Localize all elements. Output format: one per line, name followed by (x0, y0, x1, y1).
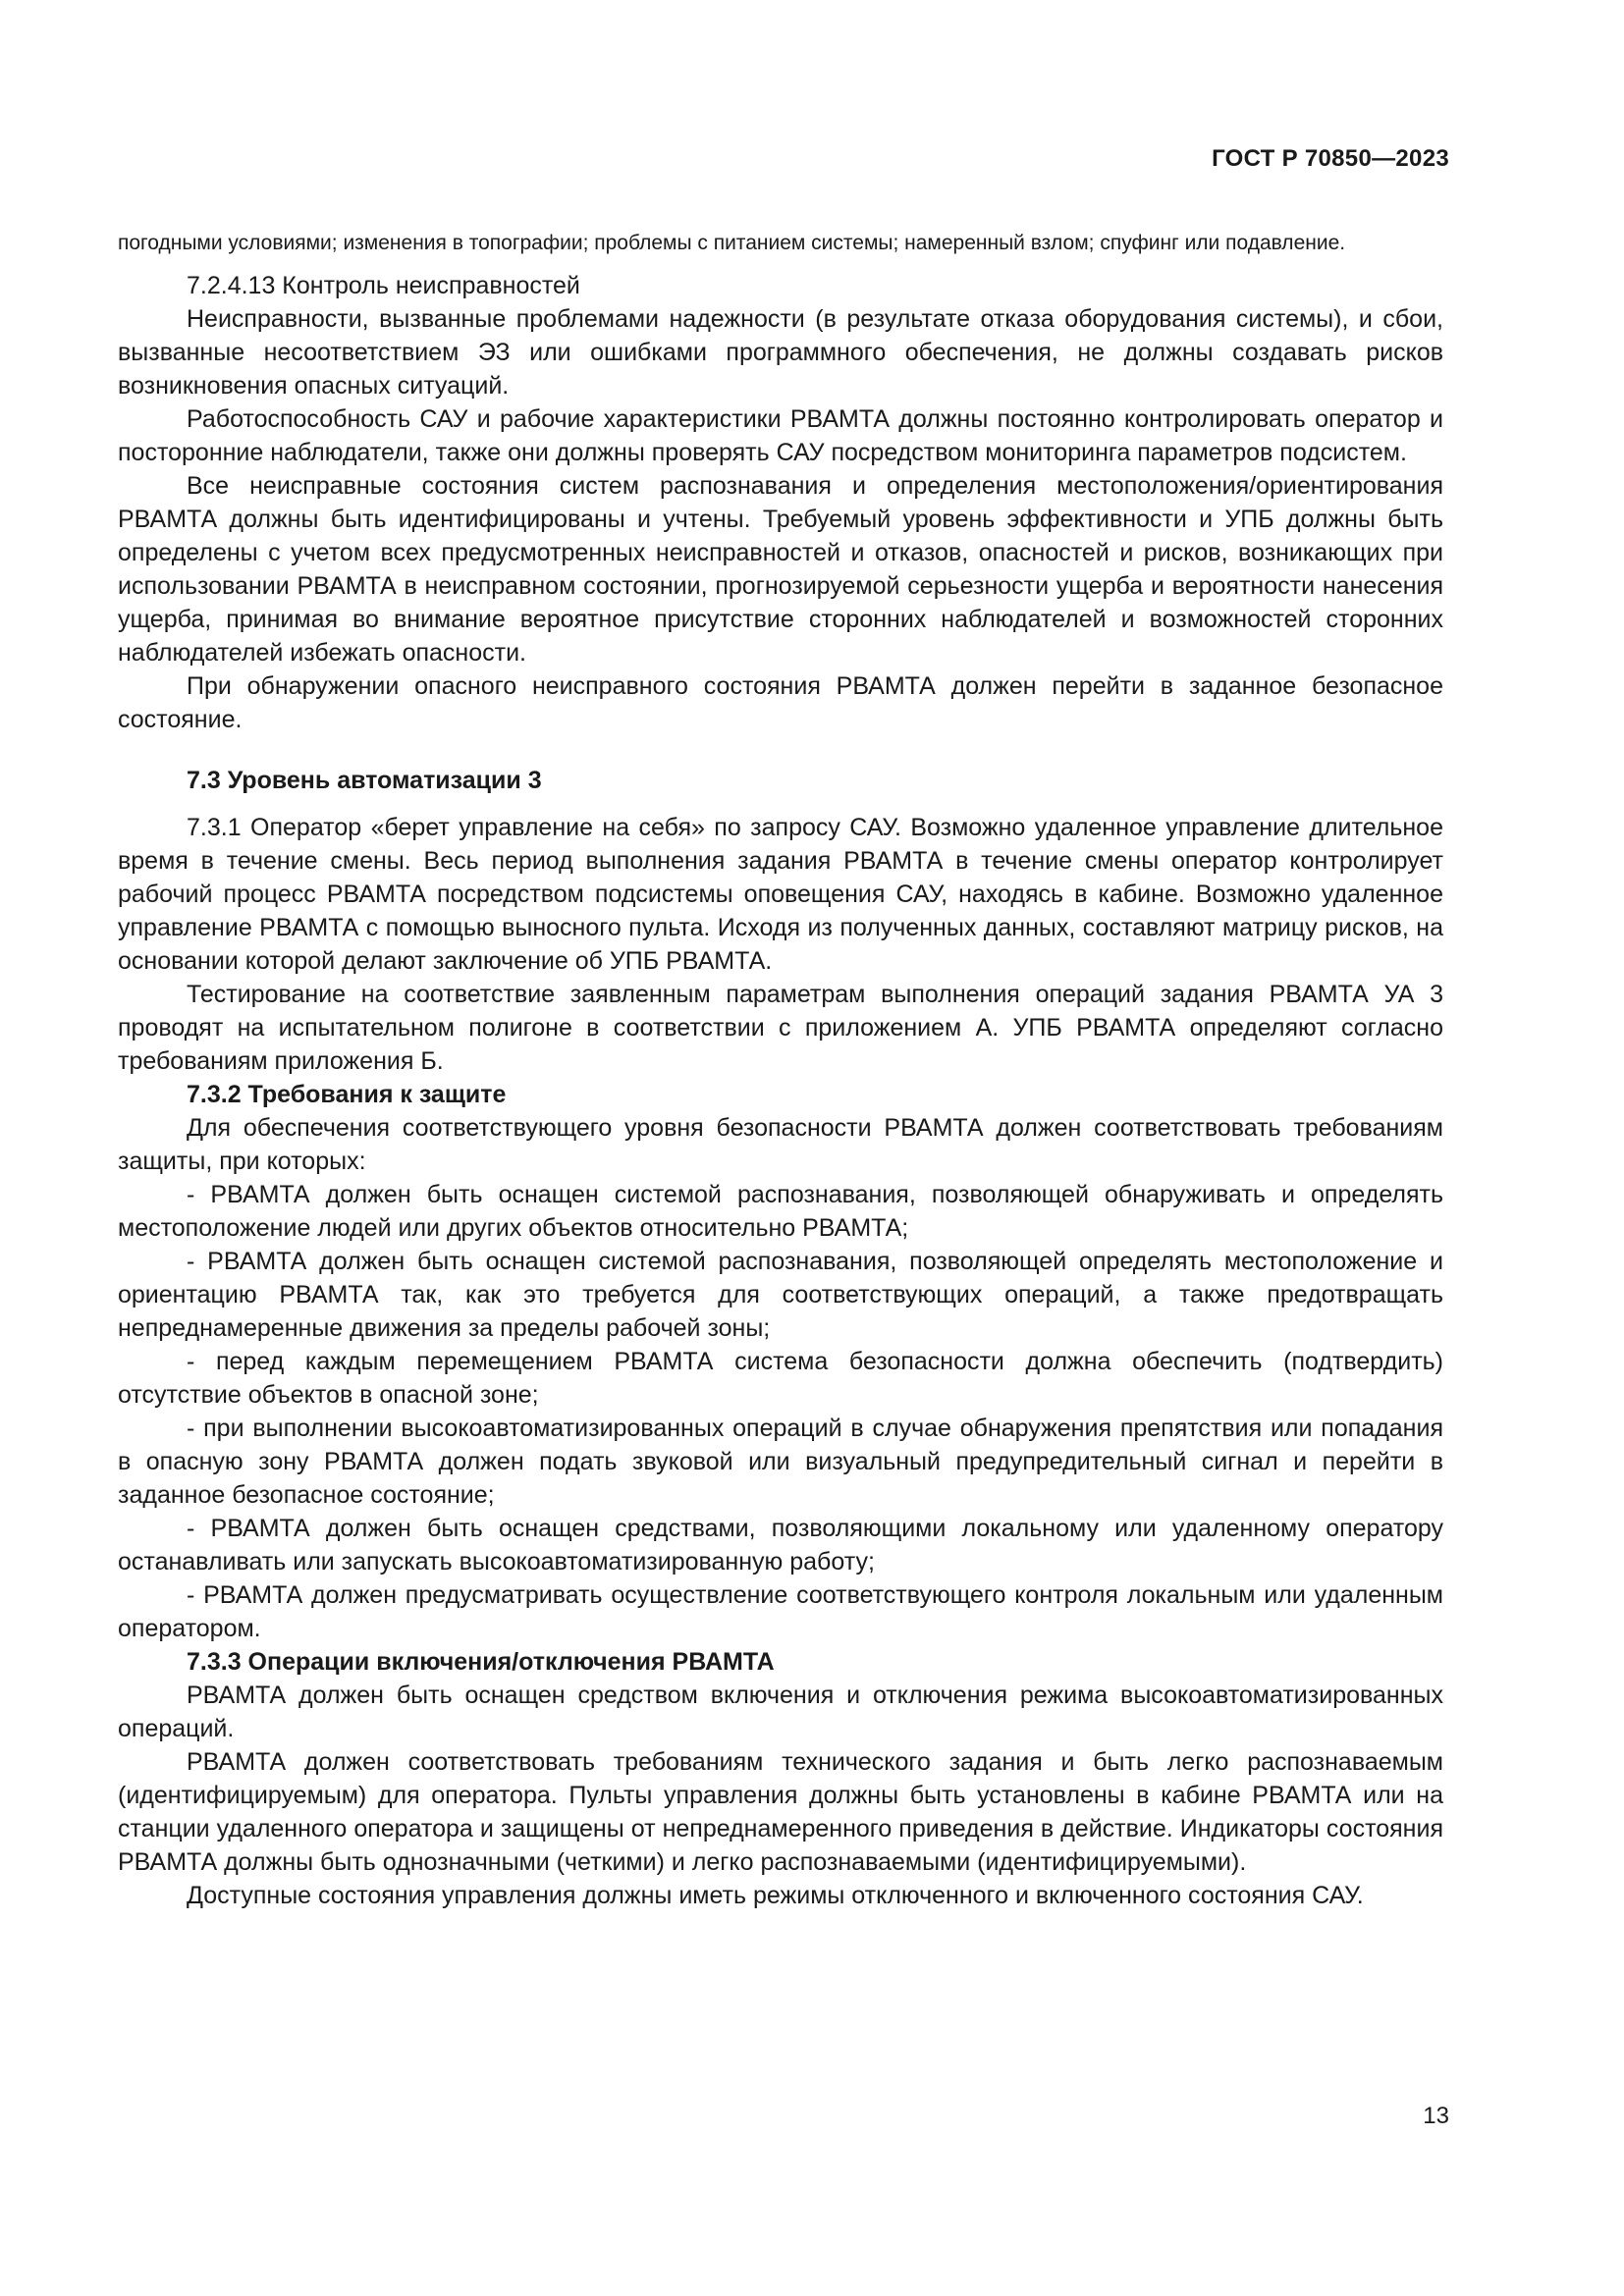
section-7-3-paragraph-2: Тестирование на соответствие заявленным параметрам выполнения операций задания РВАМТА УА 3 проводят на испытательном полигоне в соответствии с приложением А. УПБ РВАМТА определяют согласно требованиям приложения Б. (118, 981, 1443, 1075)
section-7-2-4-13-paragraph-3: Все неисправные состояния систем распознавания и определения местоположения/ориентирования РВАМТА должны быть идентифицированы и учтены. Требуемый уровень эффективности и УПБ должны быть определены с учетом всех предусмотренных неисправностей и отказов, опасностей и рисков, возникающих при использовании РВАМТА в неисправном состоянии, прогнозируемой серьезности ущерба и вероятности нанесения ущерба, принимая во внимание вероятное присутствие сторонних наблюдателей и возможностей сторонних наблюдателей избежать опасности. (118, 472, 1443, 667)
continuation-text: погодными условиями; изменения в топографии; проблемы с питанием системы; намеренный взлом; спуфинг или подавление. (118, 232, 1346, 254)
section-7-3-3-paragraph-1: РВАМТА должен быть оснащен средством включения и отключения режима высокоавтоматизированных операций. (118, 1682, 1443, 1742)
section-7-2-4-13-title: 7.2.4.13 Контроль неисправностей (187, 272, 580, 299)
section-7-3-heading: 7.3 Уровень автоматизации 3 (187, 767, 542, 794)
list-item: - при выполнении высокоавтоматизированных операций в случае обнаружения препятствия или попадания в опасную зону РВАМТА должен подать звуковой или визуальный предупредительный сигнал и перейти в заданное безопасное состояние; (118, 1415, 1443, 1509)
section-7-3-2-intro: Для обеспечения соответствующего уровня безопасности РВАМТА должен соответствовать требованиям защиты, при которых: (118, 1114, 1443, 1175)
section-7-2-4-13-paragraph-1: Неисправности, вызванные проблемами надежности (в результате отказа оборудования системы), и сбои, вызванные несоответствием ЭЗ или ошибками программного обеспечения, не должны создавать рисков возникновения опасных ситуаций. (118, 305, 1443, 400)
list-item: - РВАМТА должен быть оснащен системой распознавания, позволяющей обнаруживать и определять местоположение людей или других объектов относительно РВАМТА; (118, 1181, 1443, 1242)
list-item: - РВАМТА должен быть оснащен системой распознавания, позволяющей определять местоположение и ориентацию РВАМТА так, как это требуется для соответствующих операций, а также предотвращать непреднамеренные движения за пределы рабочей зоны; (118, 1248, 1443, 1342)
list-item: - РВАМТА должен быть оснащен средствами, позволяющими локальному или удаленному оператору останавливать или запускать высокоавтоматизированную работу; (118, 1515, 1443, 1575)
section-7-3-3-paragraph-2: РВАМТА должен соответствовать требованиям технического задания и быть легко распознаваемым (идентифицируемым) для оператора. Пульты управления должны быть установлены в кабине РВАМТА или на станции удаленного оператора и защищены от непреднамеренного приведения в действие. Индикаторы состояния РВАМТА должны быть однозначными (четкими) и легко распознаваемыми (идентифицируемыми). (118, 1748, 1443, 1876)
list-item: - РВАМТА должен предусматривать осуществление соответствующего контроля локальным или удаленным оператором. (118, 1581, 1443, 1642)
page-content (118, 228, 1443, 1912)
document-code-header: ГОСТ Р 70850—2023 (1212, 145, 1449, 172)
page-number: 13 (1423, 2103, 1449, 2129)
section-7-2-4-13-paragraph-4: При обнаружении опасного неисправного состояния РВАМТА должен перейти в заданное безопасное состояние. (118, 672, 1443, 733)
section-7-2-4-13-paragraph-2: Работоспособность САУ и рабочие характеристики РВАМТА должны постоянно контролировать оператор и посторонние наблюдатели, также они должны проверять САУ посредством мониторинга параметров подсистем. (118, 405, 1443, 466)
section-7-3-1-paragraph: 7.3.1 Оператор «берет управление на себя» по запросу САУ. Возможно удаленное управление длительное время в течение смены. Весь период выполнения задания РВАМТА в течение смены оператор контролирует рабочий процесс РВАМТА посредством подсистемы оповещения САУ, находясь в кабине. Возможно удаленное управление РВАМТА с помощью выносного пульта. Исходя из полученных данных, составляют матрицу рисков, на основании которой делают заключение об УПБ РВАМТА. (118, 814, 1443, 975)
section-7-3-2-heading: 7.3.2 Требования к защите (187, 1081, 507, 1108)
section-7-3-3-heading: 7.3.3 Операции включения/отключения РВАМТА (187, 1648, 775, 1676)
list-item: - перед каждым перемещением РВАМТА система безопасности должна обеспечить (подтвердить) отсутствие объектов в опасной зоне; (118, 1348, 1443, 1409)
section-7-3-3-paragraph-3: Доступные состояния управления должны иметь режимы отключенного и включенного состояния САУ. (187, 1882, 1364, 1909)
